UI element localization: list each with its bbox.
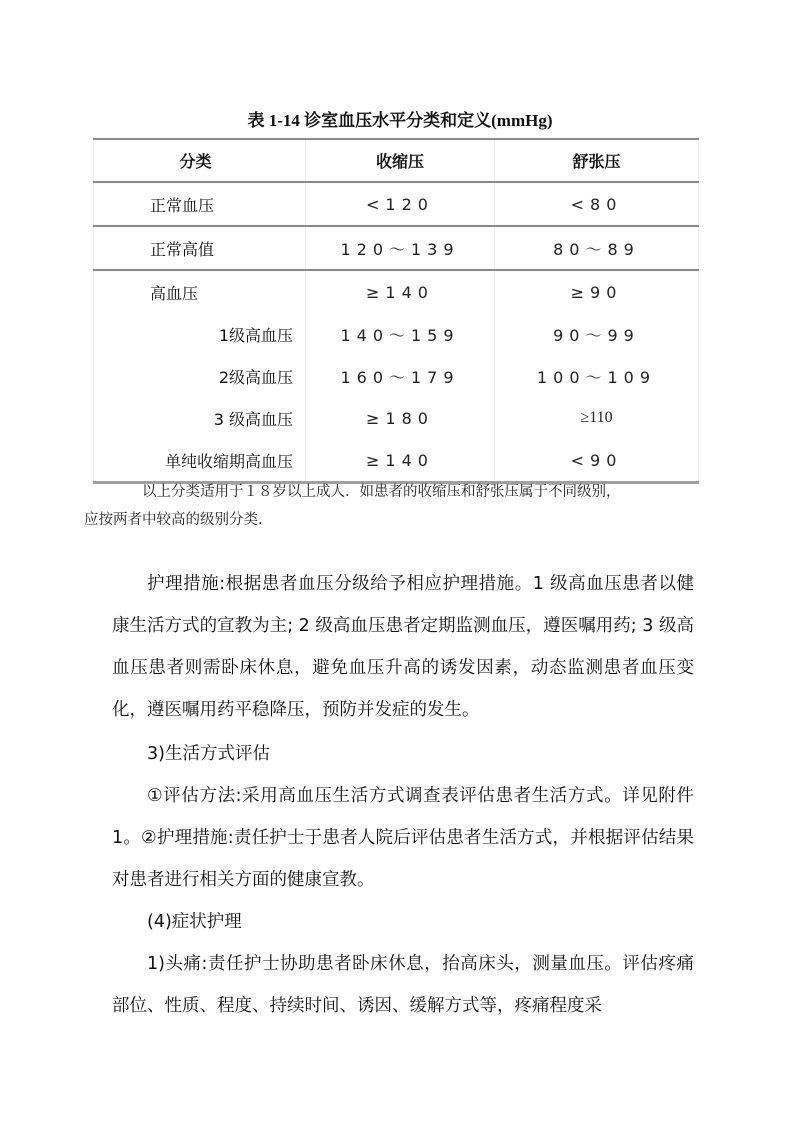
row-systolic: 140～159 [306, 313, 495, 355]
paragraph-nursing-measures: 护理措施:根据患者血压分级给予相应护理措施。1 级高血压患者以健康生活方式的宣教为主; 2 级高血压患者定期监测血压，遵医嘱用药; 3 级高血压患者则需卧床休息，避免血压升高的诱发因素，动态监测患者血压变化，遵医嘱用药平稳降压，预防并发症的发生。 [112, 574, 694, 720]
table-row [94, 226, 699, 270]
table-row [94, 439, 699, 483]
table-note-line2: 应按两者中较高的级别分类. [84, 512, 263, 528]
row-category: 正常血压 [94, 182, 306, 226]
row-diastolic: 90～99 [495, 313, 699, 355]
row-systolic: ≥180 [306, 397, 495, 439]
row-category: 正常高值 [94, 226, 306, 270]
row-category: 1级高血压 [94, 313, 306, 355]
row-category: 2级高血压 [94, 355, 306, 397]
table-row [94, 355, 699, 397]
row-category: 3 级高血压 [94, 397, 306, 439]
heading-lifestyle-assessment: 3)生活方式评估 [147, 744, 270, 764]
body-section-lifestyle [112, 733, 694, 1027]
row-diastolic: ≥110 [495, 397, 699, 439]
row-diastolic: <80 [495, 182, 699, 226]
table-row [94, 397, 699, 439]
bp-classification-table [93, 138, 699, 484]
row-diastolic: 80～89 [495, 226, 699, 270]
table-header-row [94, 139, 699, 182]
header-diastolic: 舒张压 [495, 139, 699, 182]
page-title: 表 1-14 诊室血压水平分类和定义(mmHg) [247, 111, 553, 130]
paragraph-lifestyle-assessment: ①评估方法:采用高血压生活方式调查表评估患者生活方式。详见附件 1。②护理措施:责任护士于患者人院后评估患者生活方式，并根据评估结果对患者进行相关方面的健康宣教。 [112, 786, 694, 890]
row-systolic: 120～139 [306, 226, 495, 270]
row-systolic: 160～179 [306, 355, 495, 397]
table-row [94, 313, 699, 355]
heading-symptom-care: (4)症状护理 [147, 912, 242, 932]
table-row [94, 182, 699, 226]
row-systolic: <120 [306, 182, 495, 226]
row-diastolic: <90 [495, 439, 699, 483]
header-category: 分类 [94, 139, 306, 182]
header-systolic: 收缩压 [306, 139, 495, 182]
row-category: 单纯收缩期高血压 [94, 439, 306, 483]
table-note [84, 478, 692, 534]
row-systolic: ≥140 [306, 439, 495, 483]
row-diastolic: ≥90 [495, 270, 699, 313]
table-note-line1: 以上分类适用于１８岁以上成人．如患者的收缩压和舒张压属于不同级别， [142, 484, 621, 500]
table-row [94, 270, 699, 313]
row-systolic: ≥140 [306, 270, 495, 313]
paragraph-headache-care: 1)头痛:责任护士协助患者卧床休息，抬高床头，测量血压。评估疼痛部位、性质、程度、持续时间、诱因、缓解方式等，疼痛程度采 [112, 954, 694, 1016]
row-diastolic: 100～109 [495, 355, 699, 397]
body-section-nursing-measures [112, 563, 694, 731]
row-category: 高血压 [94, 270, 306, 313]
